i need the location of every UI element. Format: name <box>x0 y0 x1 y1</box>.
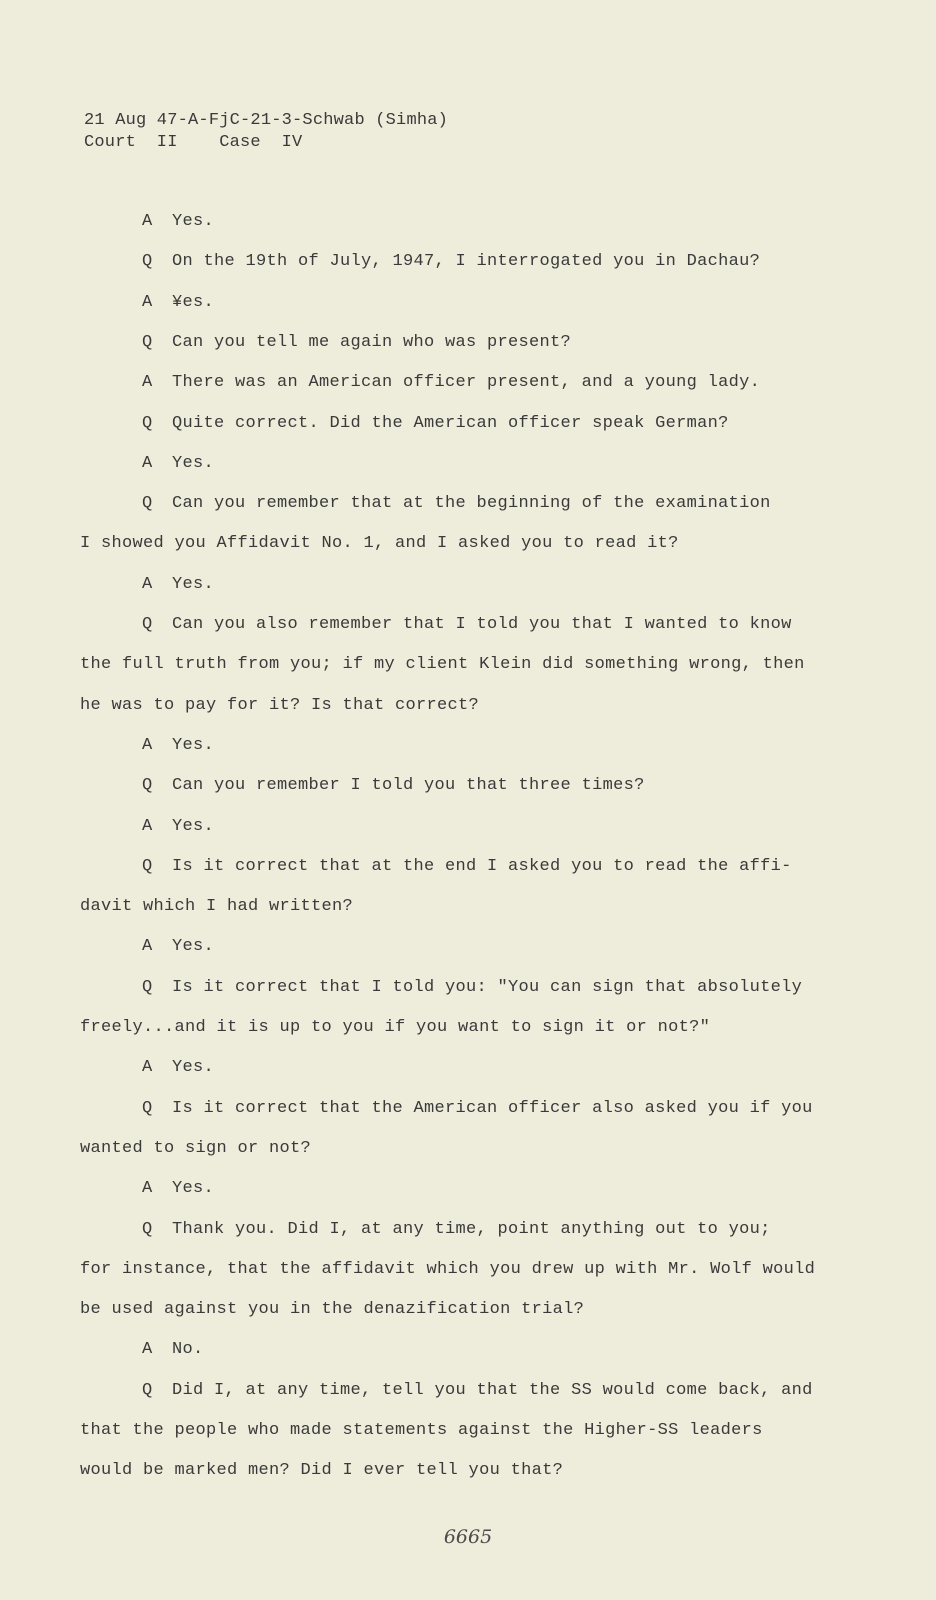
line-text: Can you also remember that I told you that I wanted to know <box>172 615 792 634</box>
transcript-continuation-line: davit which I had written? <box>80 897 354 917</box>
transcript-continuation-line: he was to pay for it? Is that correct? <box>80 695 480 715</box>
transcript-line <box>142 937 214 956</box>
speaker-label: Q <box>142 1219 153 1239</box>
speaker-label: A <box>142 574 153 594</box>
speaker-label: Q <box>142 615 153 634</box>
header-court-case-line: Court II Case IV <box>84 133 303 152</box>
speaker-label: A <box>142 735 153 755</box>
speaker-label: A <box>142 373 153 393</box>
speaker-label: Q <box>142 776 153 796</box>
transcript-line <box>142 1381 813 1400</box>
transcript-continuation-line: for instance, that the affidavit which you drew up with Mr. Wolf would <box>80 1259 816 1279</box>
speaker-label: A <box>142 1179 153 1199</box>
transcript-line <box>142 1220 771 1239</box>
speaker-label: Q <box>142 252 153 272</box>
line-text: Yes. <box>172 735 215 755</box>
speaker-label: Q <box>142 1380 153 1400</box>
speaker-label: A <box>142 292 153 312</box>
page-number: 6665 <box>443 1526 493 1548</box>
transcript-line <box>142 575 214 594</box>
line-text: Yes. <box>172 212 215 231</box>
line-text: No. <box>172 1340 204 1360</box>
transcript-line <box>142 776 645 795</box>
transcript-line <box>142 1340 204 1359</box>
line-text: Yes. <box>172 937 215 957</box>
transcript-continuation-line: that the people who made statements against the Higher-SS leaders <box>80 1421 763 1440</box>
line-text: Is it correct that the American officer also asked you if you <box>172 1098 813 1118</box>
line-text: Yes. <box>172 1179 215 1199</box>
header-reference-line: 21 Aug 47-A-FjC-21-3-Schwab (Simha) <box>84 111 449 130</box>
transcript-line <box>142 414 729 433</box>
line-text: Yes. <box>172 816 215 836</box>
line-text: Did I, at any time, tell you that the SS would come back, and <box>172 1380 813 1400</box>
line-text: Thank you. Did I, at any time, point anything out to you; <box>172 1219 771 1239</box>
speaker-label: A <box>142 937 153 957</box>
speaker-label: A <box>142 816 153 836</box>
transcript-continuation-line: freely...and it is up to you if you want to sign it or not?" <box>80 1018 711 1037</box>
line-text: Quite correct. Did the American officer speak German? <box>172 413 729 433</box>
transcript-line <box>142 1058 214 1077</box>
transcript-line <box>142 252 760 271</box>
transcript-line <box>142 333 571 352</box>
transcript-continuation-line: the full truth from you; if my client Klein did something wrong, then <box>80 655 805 675</box>
line-text: There was an American officer present, and a young lady. <box>172 373 761 393</box>
transcript-line <box>142 857 792 876</box>
speaker-label: A <box>142 453 153 473</box>
transcript-line <box>142 736 214 755</box>
transcript-line <box>142 817 214 836</box>
speaker-label: Q <box>142 856 153 876</box>
document-header <box>84 110 448 154</box>
speaker-label: A <box>142 1058 153 1078</box>
transcript-line <box>142 978 802 997</box>
line-text: Is it correct that at the end I asked you to read the affi- <box>172 856 792 876</box>
speaker-label: A <box>142 1340 153 1360</box>
line-text: Can you remember that at the beginning of the examination <box>172 494 771 514</box>
transcript-line <box>142 494 771 513</box>
transcript-line <box>142 615 792 634</box>
speaker-label: Q <box>142 1098 153 1118</box>
transcript-continuation-line: be used against you in the denazification trial? <box>80 1300 585 1320</box>
line-text: Can you tell me again who was present? <box>172 332 572 352</box>
transcript-continuation-line: I showed you Affidavit No. 1, and I asked you to read it? <box>80 534 679 554</box>
speaker-label: Q <box>142 413 153 433</box>
line-text: Yes. <box>172 453 215 473</box>
transcript-line <box>142 1099 813 1118</box>
transcript-continuation-line: would be marked men? Did I ever tell you that? <box>80 1461 564 1481</box>
transcript-continuation-line: wanted to sign or not? <box>80 1138 312 1158</box>
transcript-line <box>142 454 214 473</box>
speaker-label: Q <box>142 332 153 352</box>
line-text: Yes. <box>172 574 215 594</box>
speaker-label: Q <box>142 977 153 997</box>
line-text: Yes. <box>172 1058 215 1078</box>
transcript-line <box>142 293 214 312</box>
transcript-line <box>142 373 760 392</box>
speaker-label: Q <box>142 494 153 514</box>
transcript-line <box>142 212 214 231</box>
line-text: On the 19th of July, 1947, I interrogated you in Dachau? <box>172 252 761 272</box>
line-text: Is it correct that I told you: "You can sign that absolutely <box>172 977 803 997</box>
line-text: ¥es. <box>172 292 215 312</box>
speaker-label: A <box>142 212 153 231</box>
transcript-line <box>142 1179 214 1198</box>
line-text: Can you remember I told you that three times? <box>172 776 645 796</box>
